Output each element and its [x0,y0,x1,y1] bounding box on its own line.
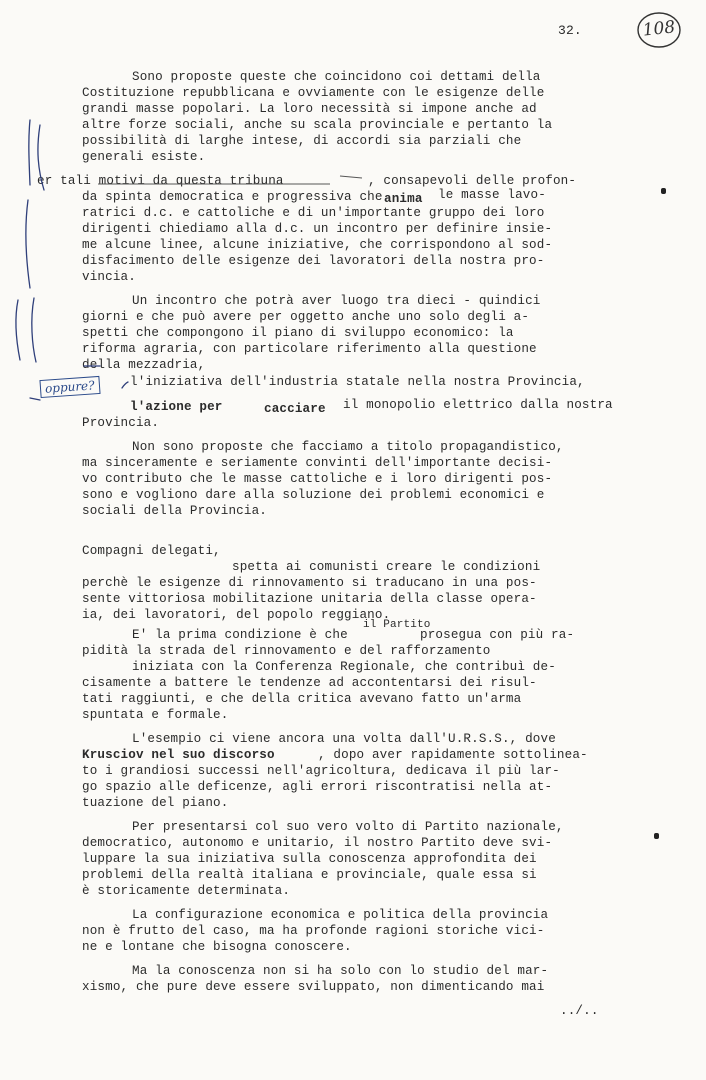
stamp-number: 108 [641,17,677,41]
continuation-mark: ../.. [560,1004,599,1018]
text-line: Compagni delegati, [82,544,221,558]
text-line: tati raggiunti, e che della critica avevano fatto un'arma [82,692,522,706]
margin-bracket [29,120,30,185]
text-line: vincia. [82,270,136,284]
text-line: spuntata e formale. [82,708,229,722]
archive-number-stamp [636,10,682,50]
text-line: E' la prima condizione è che [132,628,348,642]
text-line: l'azione per [130,400,223,414]
text-line: non è frutto del caso, ma ha profonde ragioni storiche vici- [82,924,545,938]
text-line: La configurazione economica e politica della provincia [132,908,549,922]
page-number: 32. [558,23,582,38]
text-line: generali esiste. [82,150,206,164]
text-line: grandi masse popolari. La loro necessità si impone anche ad [82,102,537,116]
text-line: Non sono proposte che facciamo a titolo propagandistico, [132,440,564,454]
text-line: problemi della realtà italiana e provinciale, quale essa si [82,868,537,882]
text-line: to i grandiosi successi nell'agricoltura, dedicava il più lar- [82,764,560,778]
text-line: sono e vogliono dare alla soluzione dei problemi economici e [82,488,545,502]
text-line: tuazione del piano. [82,796,229,810]
text-line: vo contributo che le masse cattoliche e i loro dirigenti pos- [82,472,553,486]
text-line: giorni e che può avere per oggetto anche uno solo degli a- [82,310,530,324]
inserted-word: anima [384,192,423,206]
text-line: spetta ai comunisti creare le condizioni [232,560,541,574]
text-line: riforma agraria, con particolare riferimento alla questione [82,342,537,356]
text-line: Un incontro che potrà aver luogo tra dieci - quindici [132,294,541,308]
text-line: cisamente a battere le tendenze ad accontentarsi dei risul- [82,676,537,690]
text-line: ratrici d.c. e cattoliche e di un'importante gruppo dei loro [82,206,545,220]
text-line: iniziata con la Conferenza Regionale, che contribuì de- [132,660,556,674]
text-line: Ma la conoscenza non si ha solo con lo studio del mar- [132,964,549,978]
text-line: Per presentarsi col suo vero volto di Partito nazionale, [132,820,564,834]
pointer-arrow [30,398,40,400]
inserted-word: cacciare [264,402,326,416]
text-line: sente vittoriosa mobilitazione unitaria della classe opera- [82,592,537,606]
text-line: pidità la strada del rinnovamento e del rafforzamento [82,644,491,658]
handwritten-margin-note: oppure? [39,376,100,398]
text-line: democratico, autonomo e unitario, il nostro Partito deve svi- [82,836,553,850]
text-line: er tali motivi da questa tribuna [37,174,284,188]
margin-dot [654,833,659,839]
text-line: della mezzadria, [82,358,206,372]
text-line: ma sinceramente e seriamente convinti dell'importante decisi- [82,456,553,470]
text-line: Costituzione repubblicana e ovviamente con le esigenze delle [82,86,545,100]
text-line: sociali della Provincia. [82,504,267,518]
text-line: ia, dei lavoratori, del popolo reggiano. [82,608,391,622]
text-line: Sono proposte queste che coincidono coi dettami della [132,70,541,84]
text-line: luppare la sua iniziativa sulla conoscenza approfondita dei [82,852,537,866]
text-line: l'iniziativa dell'industria statale nella nostra Provincia, [130,375,585,389]
text-line: le masse lavo- [438,188,546,202]
margin-bracket [32,298,36,362]
text-line: spetti che compongono il piano di sviluppo economico: la [82,326,514,340]
margin-dot [661,188,666,194]
text-line: da spinta democratica e progressiva che [82,190,383,204]
pointer-arrow [122,382,128,388]
text-line: è storicamente determinata. [82,884,291,898]
text-line: altre forze sociali, anche su scala provinciale e pertanto la [82,118,553,132]
text-line: Provincia. [82,416,160,430]
text-line: me alcune linee, alcune iniziative, che corrispondono al sod- [82,238,553,252]
text-line: L'esempio ci viene ancora una volta dall'U.R.S.S., dove [132,732,556,746]
text-line: il monopolio elettrico dalla nostra [343,398,613,412]
inserted-phrase: Krusciov nel suo discorso [82,748,275,762]
inserted-word: il Partito [363,619,431,631]
margin-bracket [16,300,20,360]
text-line: prosegua con più ra- [420,628,575,642]
text-line: , consapevoli delle profon- [368,174,577,188]
text-line: dirigenti chiediamo alla d.c. un incontro per definire insie- [82,222,553,236]
strike-mark [340,176,362,178]
text-line: xismo, che pure deve essere sviluppato, non dimenticando mai [82,980,545,994]
text-line: possibilità di larghe intese, di accordi sia parziali che [82,134,522,148]
text-line: go spazio alle deficenze, agli errori riscontratisi nella at- [82,780,553,794]
text-line: disfacimento delle esigenze dei lavoratori della nostra pro- [82,254,545,268]
margin-bracket [26,200,30,288]
text-line: ne e lontane che bisogna conoscere. [82,940,352,954]
text-line: perchè le esigenze di rinnovamento si traducano in una pos- [82,576,537,590]
text-line: , dopo aver rapidamente sottolinea- [318,748,588,762]
